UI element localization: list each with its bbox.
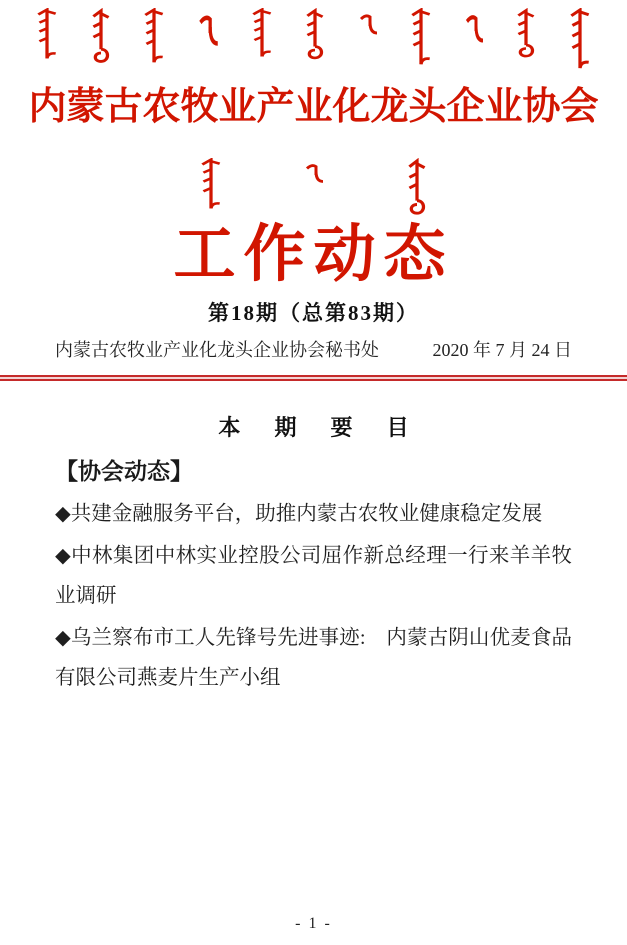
mongolian-word-icon [513, 8, 539, 62]
mongolian-script-subtitle [0, 158, 627, 220]
contents-list [55, 494, 572, 698]
divider-rule [0, 375, 627, 381]
mongolian-word-icon [249, 8, 275, 58]
section-header: 【协会动态】 [55, 458, 193, 484]
mongolian-script-banner [34, 8, 593, 72]
list-item: ◆中林集团中林实业控股公司屈作新总经理一行来羊羊牧业调研 [55, 545, 572, 607]
mongolian-word-icon [462, 12, 486, 50]
mongolian-word-icon [34, 8, 60, 60]
publisher-row [55, 338, 572, 362]
mongolian-word-icon [356, 12, 380, 40]
page-number: - 1 - [295, 915, 332, 932]
mongolian-word-icon [198, 158, 224, 210]
mongolian-word-icon [88, 8, 114, 68]
list-item: ◆乌兰察布市工人先锋号先进事迹: 内蒙古阴山优麦食品有限公司燕麦片生产小组 [55, 627, 572, 689]
mongolian-word-icon [408, 8, 434, 66]
issue-number: 第18期（总第83期） [208, 301, 419, 325]
mongolian-word-icon [302, 162, 326, 188]
mongolian-word-icon [302, 8, 328, 64]
publisher: 内蒙古农牧业产业化龙头企业协会秘书处 [55, 340, 379, 360]
mongolian-word-icon [404, 158, 430, 220]
mongolian-word-icon [567, 8, 593, 70]
mongolian-word-icon [195, 12, 221, 54]
publish-date: 2020 年 7 月 24 日 [432, 340, 572, 360]
org-title: 内蒙古农牧业产业化龙头企业协会 [28, 86, 599, 128]
list-item: ◆共建金融服务平台，助推内蒙古农牧业健康稳定发展 [55, 503, 543, 525]
doc-title: 工作动态 [173, 221, 454, 289]
mongolian-word-icon [141, 8, 167, 64]
contents-title: 本 期 要 目 [218, 415, 423, 440]
